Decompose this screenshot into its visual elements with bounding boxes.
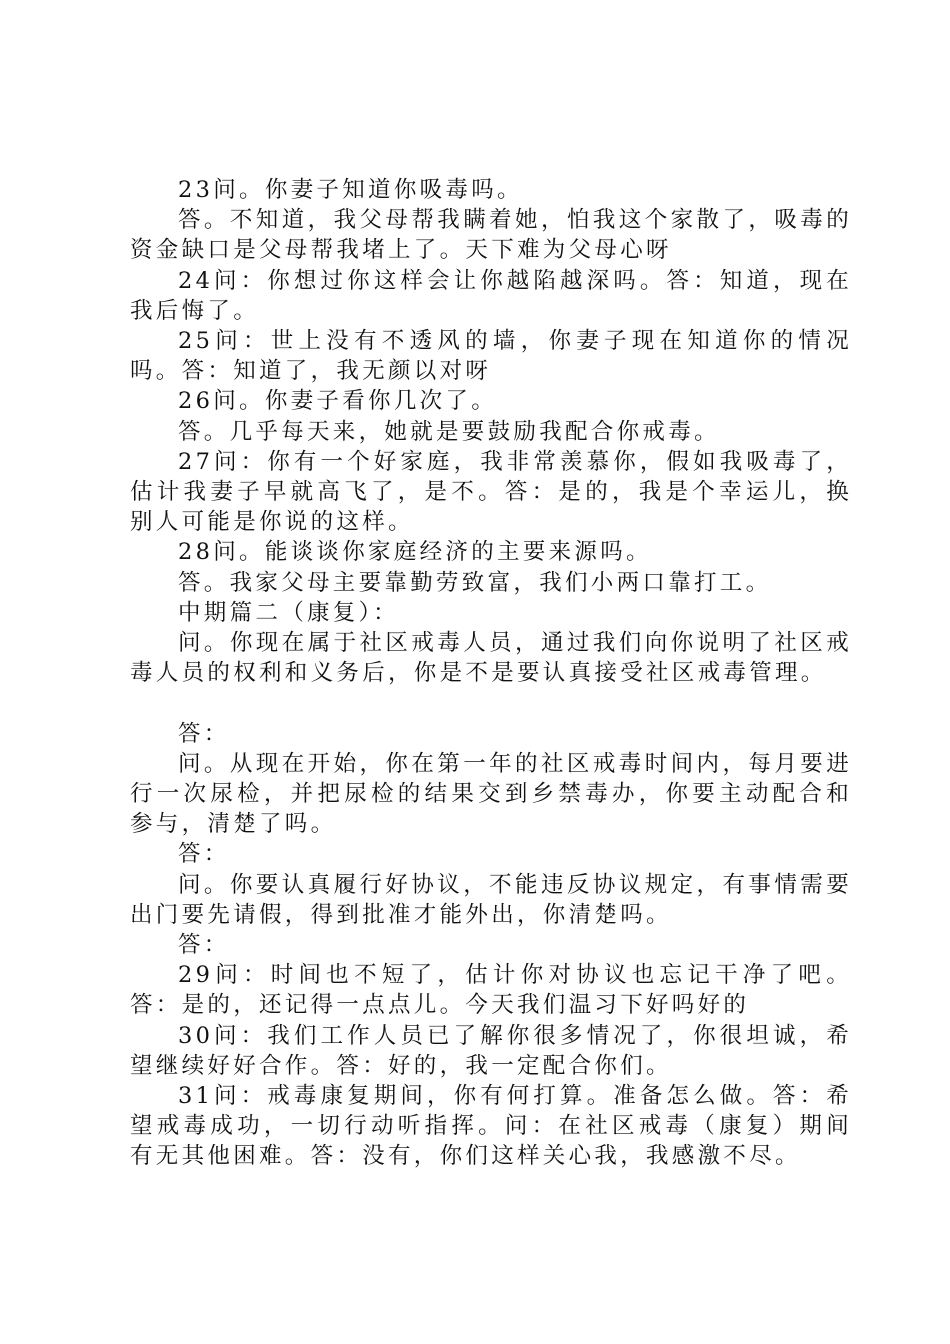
paragraph-q28: 28问。能谈谈你家庭经济的主要来源吗。 — [178, 539, 652, 566]
paragraph-q30: 30问：我们工作人员已了解你很多情况了，你很坦诚，希望继续好好合作。答：好的，我一定配合你们。 — [130, 1022, 852, 1079]
paragraph-q31: 31问：戒毒康复期间，你有何打算。准备怎么做。答：希望戒毒成功，一切行动听指挥。问：在社区戒毒（康复）期间有无其他困难。答：没有，你们这样关心我，我感激不尽。 — [130, 1083, 852, 1170]
paragraph-answer-1: 答： — [178, 720, 230, 747]
paragraph-a26: 答。几乎每天来，她就是要鼓励我配合你戒毒。 — [178, 418, 720, 445]
paragraph-q25: 25问：世上没有不透风的墙，你妻子现在知道你的情况吗。答：知道了，我无颜以对呀 — [130, 328, 852, 385]
paragraph-q27: 27问：你有一个好家庭，我非常羡慕你，假如我吸毒了，估计我妻子早就高飞了，是不。答：是的，我是个幸运儿，换别人可能是你说的这样。 — [130, 448, 852, 536]
paragraph-question-1: 问。你现在属于社区戒毒人员，通过我们向你说明了社区戒毒人员的权利和义务后，你是不是要认真接受社区戒毒管理。 — [130, 630, 852, 687]
paragraph-answer-3: 答： — [178, 932, 230, 959]
paragraph-q23: 23问。你妻子知道你吸毒吗。 — [178, 177, 523, 203]
paragraph-a28: 答。我家父母主要靠勤劳致富，我们小两口靠打工。 — [178, 569, 772, 596]
paragraph-q26: 26问。你妻子看你几次了。 — [178, 388, 498, 415]
paragraph-a23: 答。不知道，我父母帮我瞒着她，怕我这个家散了，吸毒的资金缺口是父母帮我堵上了。天下难为父母心呀 — [130, 207, 852, 264]
paragraph-question-2: 问。从现在开始，你在第一年的社区戒毒时间内，每月要进行一次尿检，并把尿检的结果交到乡禁毒办，你要主动配合和参与，清楚了吗。 — [130, 750, 852, 838]
section-heading: 中期篇二（康复）： — [178, 599, 399, 626]
paragraph-answer-2: 答： — [178, 841, 230, 868]
blank-line — [130, 688, 852, 718]
paragraph-q29: 29问：时间也不短了，估计你对协议也忘记干净了吧。答：是的，还记得一点点儿。今天我们温习下好吗好的 — [130, 962, 852, 1019]
document-body — [130, 175, 852, 1172]
paragraph-question-3: 问。你要认真履行好协议，不能违反协议规定，有事情需要出门要先请假，得到批准才能外出，你清楚吗。 — [130, 871, 852, 928]
paragraph-q24: 24问：你想过你这样会让你越陷越深吗。答：知道，现在我后悔了。 — [130, 267, 852, 324]
